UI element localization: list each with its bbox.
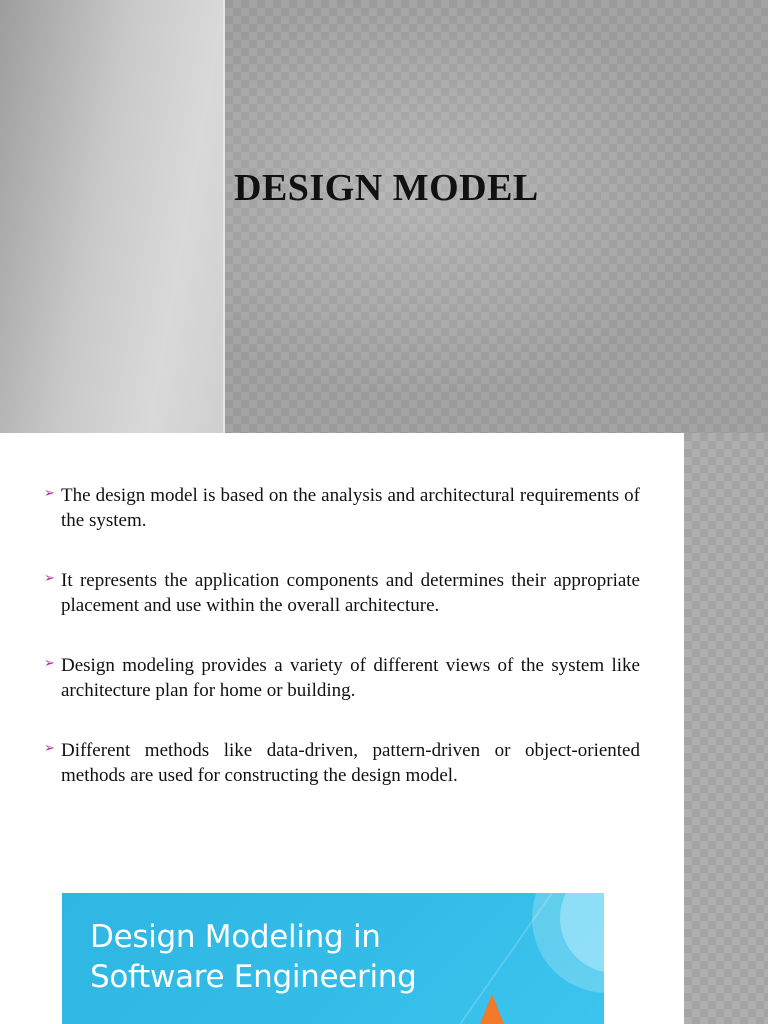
bullet-text: The design model is based on the analysis and architectural requirements of the system. (61, 485, 640, 531)
bullet-list (44, 483, 640, 823)
arrow-bullet-icon: ➢ (44, 570, 55, 585)
arrow-bullet-icon: ➢ (44, 740, 55, 755)
orange-cone-icon (480, 994, 504, 1024)
design-modeling-banner-image (62, 893, 604, 1024)
bullet-item (44, 483, 640, 533)
bullet-text: It represents the application components and determines their appropriate placement and use within the overall architecture. (61, 570, 640, 616)
banner-heading (90, 917, 417, 997)
bullet-text: Design modeling provides a variety of different views of the system like architecture plan for home or building. (61, 655, 640, 701)
title-band-left-panel (0, 0, 223, 433)
banner-heading-line-1: Design Modeling in (90, 919, 381, 955)
bullet-text: Different methods like data-driven, pattern-driven or object-oriented methods are used for constructing the design model. (61, 740, 640, 786)
banner-heading-line-2: Software Engineering (90, 959, 417, 995)
title-band (0, 0, 768, 433)
arrow-bullet-icon: ➢ (44, 655, 55, 670)
bullet-item (44, 653, 640, 703)
side-pattern-strip (684, 433, 768, 1024)
title-band-pattern-panel (225, 0, 768, 433)
bullet-item (44, 568, 640, 618)
slide-title: DESIGN MODEL (234, 167, 539, 209)
arrow-bullet-icon: ➢ (44, 485, 55, 500)
bullet-item (44, 738, 640, 788)
